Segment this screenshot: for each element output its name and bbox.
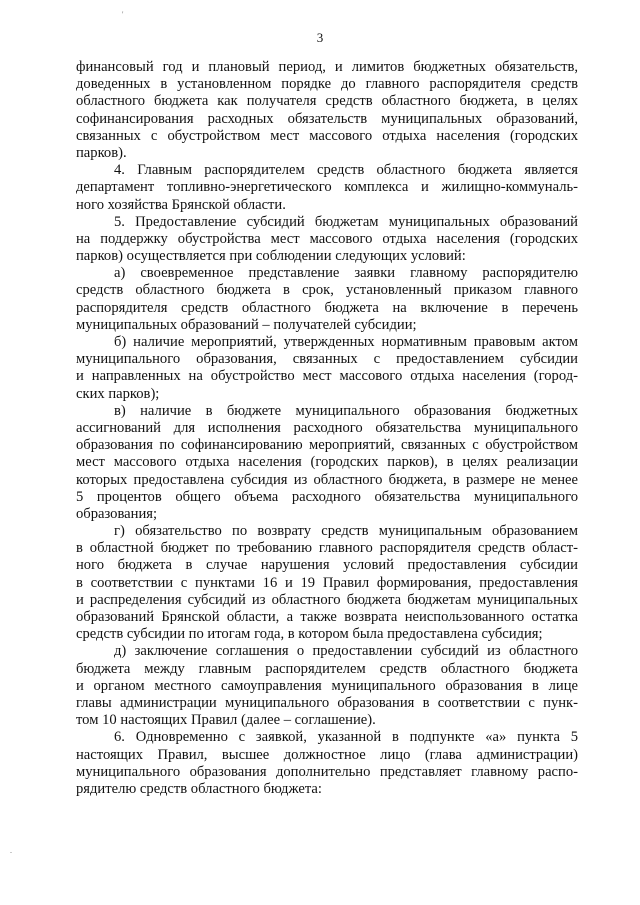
text-line: образования по софинансированию мероприятий, связанных с обустройством (76, 437, 578, 454)
text-line: 6. Одновременно с заявкой, указанной в подпункте «а» пункта 5 (114, 729, 578, 746)
text-line: связанных с обустройством мест массового отдыха населения (городских (76, 127, 578, 144)
text-line: и распределения субсидий из областного бюджета бюджетам муниципальных (76, 591, 578, 608)
text-line: ассигнований для исполнения расходного обязательства муниципального (76, 419, 578, 436)
document-body (76, 59, 578, 798)
text-line: образований Брянской области, а также возврата неиспользованного остатка (76, 609, 578, 625)
text-line: на поддержку обустройства мест массового отдыха населения (городских (76, 230, 578, 247)
paragraph-item-5 (76, 214, 578, 266)
text-line: и органом местного самоуправления муниципального образования в лице (76, 677, 578, 694)
text-line: департамент топливно-энергетического комплекса и жилищно-коммуналь- (76, 179, 578, 196)
text-line: в областной бюджет по требованию главного распорядителя средств област- (76, 540, 578, 557)
text-line: распорядителя средств областного бюджета на включение в перечень (76, 299, 578, 316)
text-line: образования; (76, 505, 158, 522)
text-line: ного бюджета в случае нарушения условий предоставления субсидии (76, 557, 578, 574)
text-line: парков) осуществляется при соблюдении следующих условий: (76, 248, 466, 265)
text-line: настоящих Правил, высшее должностное лицо (глава администрации) (76, 746, 578, 763)
text-line: ного хозяйства Брянской области. (76, 196, 286, 213)
text-line: рядителю средств областного бюджета: (76, 780, 322, 797)
text-line: д) заключение соглашения о предоставлении субсидий из областного (114, 643, 578, 660)
paragraph-subitem-v (76, 403, 578, 523)
text-line: ских парков); (76, 385, 160, 402)
text-line: софинансирования расходных обязательств муниципальных образований, (76, 110, 578, 127)
text-line: средств субсидии по итогам года, в котором была предоставлена субсидия; (76, 626, 543, 643)
page-number: 3 (316, 30, 324, 45)
text-line: средств областного бюджета в срок, установленный приказом главного (76, 282, 578, 299)
text-line: бюджета между главным распорядителем средств областного бюджета (76, 660, 578, 677)
text-line: муниципального образования дополнительно представляет главному распо- (76, 763, 578, 780)
paragraph-subitem-d (76, 643, 578, 729)
text-line: б) наличие мероприятий, утвержденных нормативным правовым актом (114, 334, 578, 350)
paragraph-item-6 (76, 729, 578, 798)
text-line: мест массового отдыха населения (городских парков), в целях реализации (76, 454, 578, 471)
text-line: главы администрации муниципального образования в соответствии с пунк- (76, 694, 578, 711)
scan-mark-top: ' (122, 10, 124, 19)
text-line: муниципальных образований – получателей субсидии; (76, 316, 417, 333)
text-line: том 10 настоящих Правил (далее – соглашение). (76, 712, 376, 729)
text-line: 5 процентов общего объема расходного обязательства муниципального (76, 488, 578, 505)
paragraph-subitem-b (76, 334, 578, 403)
text-line: областного бюджета как получателя средств областного бюджета, в целях (76, 93, 578, 110)
text-line: и направленных на обустройство мест массового отдыха населения (город- (76, 368, 578, 385)
paragraph-subitem-g (76, 523, 578, 643)
text-line: доведенных в установленном порядке до главного распорядителя средств (76, 76, 578, 93)
text-line: 5. Предоставление субсидий бюджетам муниципальных образований (114, 213, 578, 230)
text-line: парков). (76, 144, 127, 161)
text-line: в соответствии с пунктами 16 и 19 Правил формирования, предоставления (76, 574, 578, 591)
text-line: которых предоставлена субсидия из областного бюджета, в размере не менее (76, 471, 578, 488)
text-line: муниципального образования, связанных с предоставлением субсидии (76, 351, 578, 368)
text-line: г) обязательство по возврату средств муниципальным образованием (114, 523, 578, 540)
paragraph-subitem-a (76, 265, 578, 334)
text-line: в) наличие в бюджете муниципального образования бюджетных (114, 402, 578, 419)
text-line: 4. Главным распорядителем средств областного бюджета является (114, 162, 578, 179)
text-line: а) своевременное представление заявки главному распорядителю (114, 265, 578, 282)
paragraph-continuation (76, 59, 578, 162)
text-line: финансовый год и плановый период, и лимитов бюджетных обязательств, (76, 59, 578, 75)
paragraph-item-4 (76, 162, 578, 214)
scan-mark-side: . (10, 846, 12, 855)
